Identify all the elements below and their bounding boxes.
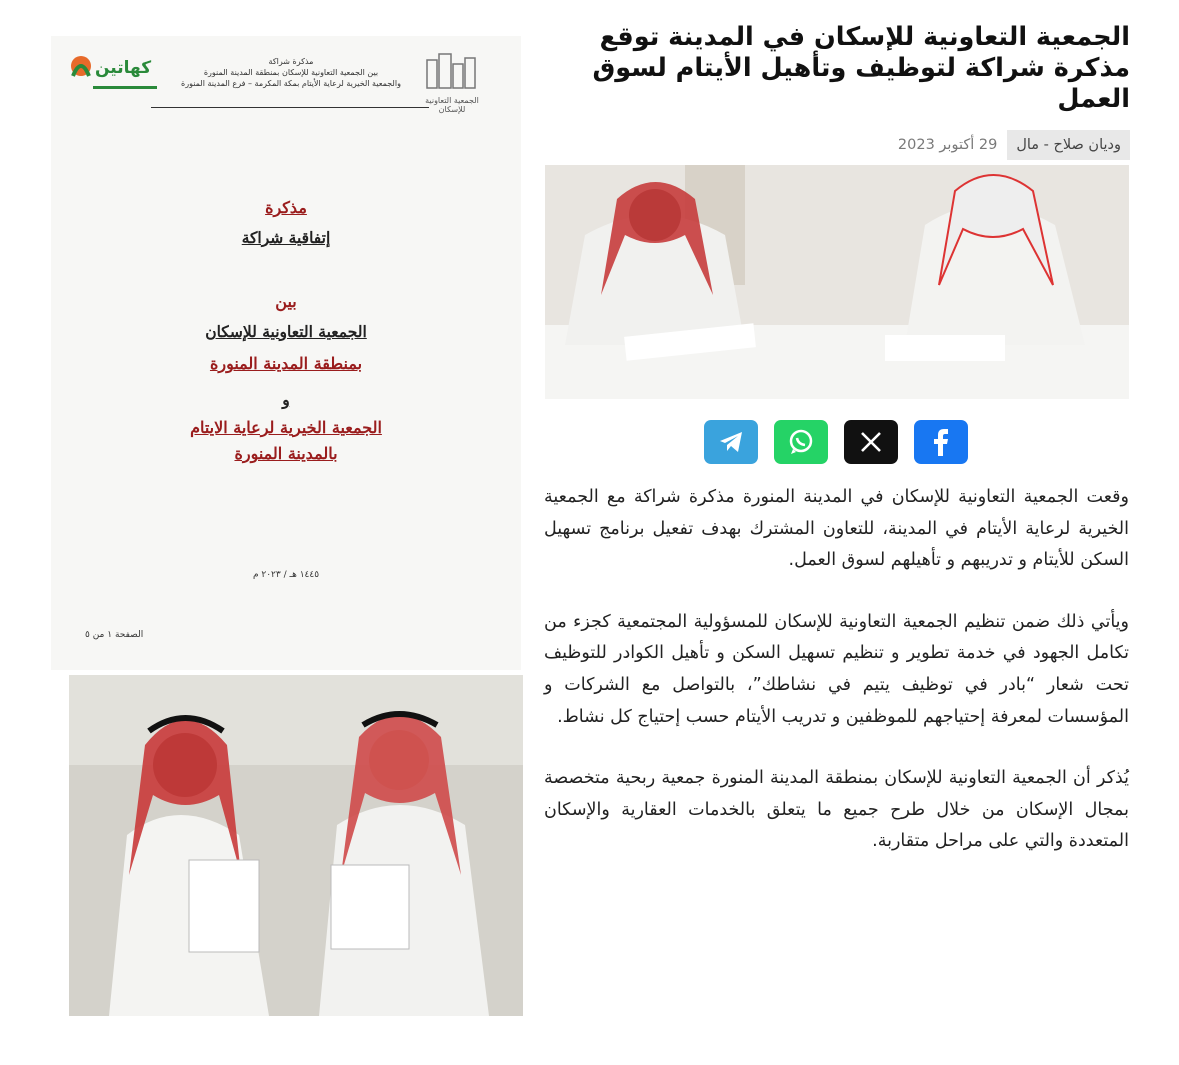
housing-association-logo	[417, 50, 487, 112]
article-title: الجمعية التعاونية للإسكان في المدينة توقع مذكرة شراكة لتوظيف وتأهيل الأيتام لسوق العمل	[592, 22, 1130, 114]
article-body	[544, 482, 1129, 888]
header-line-2: بين الجمعية التعاونية للإسكان بمنطقة المدينة المنورة	[203, 68, 379, 77]
header-rule	[151, 107, 429, 108]
kahatain-logo	[63, 46, 163, 96]
article-author[interactable]: وديان صلاح - مال	[1007, 130, 1130, 160]
housing-logo-text: الجمعية التعاونية للإسكان	[425, 96, 479, 114]
doc-party1-line2: بمنطقة المدينة المنورة	[209, 354, 363, 373]
article-paragraph-3: يُذكر أن الجمعية التعاونية للإسكان بمنطقة المدينة المنورة جمعية ربحية متخصصة بمجال الإسكان من خلال طرح جميع ما يتعلق بالخدمات العقارية والإسكان المتعددة والتي على مراحل متقاربة.	[544, 768, 1129, 852]
doc-heading-memo: مذكرة	[265, 198, 307, 217]
facebook-share-button[interactable]	[914, 420, 968, 464]
doc-between: بين	[275, 292, 297, 311]
article	[545, 22, 1130, 161]
whatsapp-icon	[787, 428, 815, 456]
signatories-illustration	[69, 675, 523, 1016]
doc-heading-agreement: إتفاقية شراكة	[241, 228, 331, 247]
buildings-icon	[417, 50, 487, 92]
document-header	[171, 56, 411, 89]
signatories-photo	[69, 675, 523, 1016]
telegram-icon	[718, 431, 744, 453]
article-date: 29 أكتوبر 2023	[897, 137, 998, 153]
x-icon	[859, 430, 883, 454]
article-paragraph-1: وقعت الجمعية التعاونية للإسكان في المدينة المنورة مذكرة شراكة مع الجمعية الخيرية لرعاية الأيتام في المدينة، للتعاون المشترك بهدف تفعيل برنامج تسهيل السكن للأيتام و تدريبهم و تأهيلهم لسوق العمل.	[544, 487, 1129, 571]
doc-and: و	[282, 390, 290, 409]
doc-party2-line1: الجمعية الخيرية لرعاية الايتام	[190, 418, 382, 437]
signing-illustration	[545, 165, 1129, 399]
signing-photo	[545, 165, 1129, 399]
doc-party1-line1: الجمعية التعاونية للإسكان	[205, 322, 367, 341]
memo-document-image	[51, 36, 521, 670]
doc-year: ١٤٤٥ هـ / ٢٠٢٣ م	[252, 570, 320, 580]
whatsapp-share-button[interactable]	[774, 420, 828, 464]
header-line-1: مذكرة شراكة	[268, 57, 314, 66]
kahatain-logo-text: كهاتين	[95, 58, 152, 78]
doc-page-number: الصفحة ١ من ٥	[85, 630, 144, 640]
doc-party2-line2: بالمدينة المنورة	[234, 444, 338, 463]
telegram-share-button[interactable]	[704, 420, 758, 464]
facebook-icon	[930, 428, 952, 456]
article-meta	[545, 129, 1130, 161]
article-paragraph-2: ويأتي ذلك ضمن تنظيم الجمعية التعاونية للإسكان للمسؤولية المجتمعية كجزء من تكامل الجهود في خدمة تطوير و تنظيم تسهيل السكن و تأهيل الكوادر للتوظيف تحت شعار “بادر في توظيف يتيم في نشاطك”، بالتواصل مع الشركات و المؤسسات لمعرفة إحتياجهم للموظفين و تدريب الأيتام حسب إحتياج كل نشاط.	[544, 611, 1129, 727]
header-line-3: والجمعية الخيرية لرعاية الأيتام بمكة المكرمة – فرع المدينة المنورة	[181, 79, 401, 88]
share-bar	[704, 420, 968, 464]
x-share-button[interactable]	[844, 420, 898, 464]
